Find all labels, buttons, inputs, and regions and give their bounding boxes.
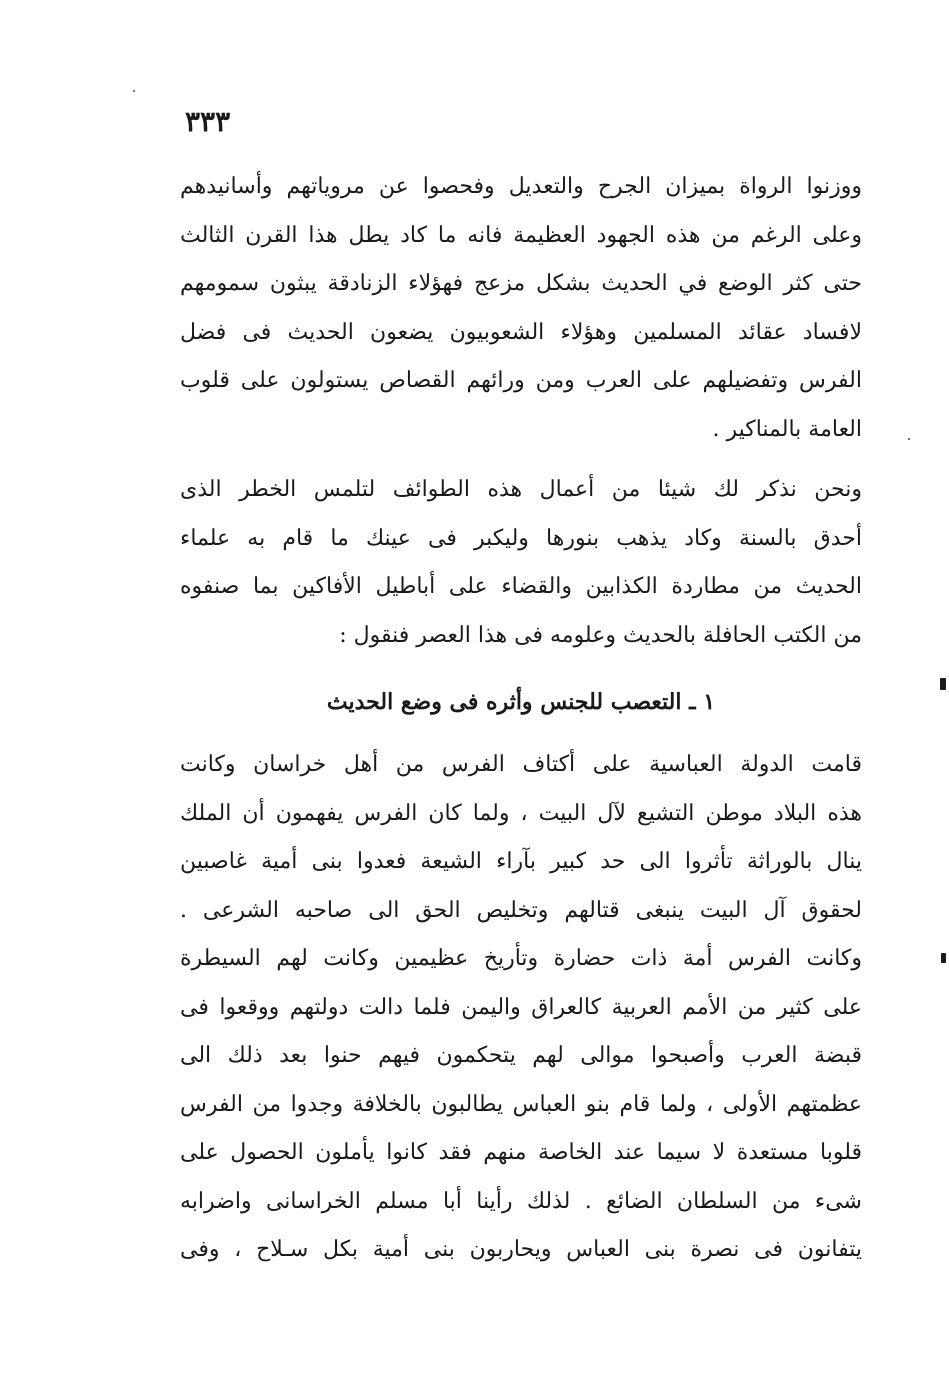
- text-line: قامت الدولة العباسية على أكتاف الفرس من أهل خراسان وكانت: [180, 752, 862, 777]
- text-line: شىء من السلطان الضائع . لذلك رأينا أبا مسلم الخراسانى واضرابه: [180, 1188, 862, 1214]
- paragraph-3: [180, 741, 862, 1275]
- text-line: العامة بالمناكير .: [712, 416, 862, 442]
- text-line: هذه البلاد موطن التشيع لآل البيت ، ولما كان الفرس يفهمون أن الملك: [180, 800, 862, 826]
- text-line: حتى كثر الوضع في الحديث بشكل مزعج فهؤلاء الزنادقة يبثون سمومهم: [180, 271, 862, 296]
- text-line: ونحن نذكر لك شيئا من أعمال هذه الطوائف لتلمس الخطر الذى: [180, 477, 862, 502]
- text-line: لافساد عقائد المسلمين وهؤلاء الشعوبيون يضعون الحديث فى فضل: [180, 319, 862, 345]
- text-line: عظمتهم الأولى ، ولما قام بنو العباس يطالبون بالخلافة وجدوا من الفرس: [180, 1091, 862, 1117]
- text-line: ينال بالوراثة تأثروا الى حد كبير بآراء الشيعة فعدوا بنى أمية غاصبين: [180, 849, 862, 874]
- margin-mark: [940, 678, 946, 690]
- text-line: قلوبا مستعدة لا سيما عند الخاصة منهم فقد كانوا يأملون الحصول على: [180, 1140, 862, 1165]
- scan-speck: [133, 90, 135, 92]
- text-line: لحقوق آل البيت ينبغى قتالهم وتخليص الحق الى صاحبه الشرعى .: [180, 897, 862, 923]
- text-line: ووزنوا الرواة بميزان الجرح والتعديل وفحصوا عن مروياتهم وأسانيدهم: [180, 174, 862, 199]
- text-line: الفرس وتفضيلهم على العرب ومن ورائهم القصاص يستولون على قلوب: [180, 368, 862, 393]
- paragraph-2: [180, 466, 862, 660]
- page-number: ٣٣٣: [185, 105, 231, 138]
- text-line: وكانت الفرس أمة ذات حضارة وتأريخ عظيمين وكانت لهم السيطرة: [180, 946, 862, 971]
- section-heading: ١ ـ التعصب للجنس وأثره فى وضع الحديث: [326, 689, 716, 715]
- text-line: على كثير من الأمم العربية كالعراق واليمن فلما دالت دولتهم ووقعوا فى: [180, 994, 862, 1020]
- paragraph-1: [180, 163, 862, 454]
- scan-speck: [908, 438, 910, 440]
- text-line: وعلى الرغم من هذه الجهود العظيمة فانه ما كاد يطل هذا القرن الثالث: [180, 222, 862, 248]
- text-line: يتفانون فى نصرة بنى العباس ويحاربون بنى أمية بكل سـلاح ، وفى: [180, 1237, 862, 1262]
- text-line: أحدق بالسنة وكاد يذهب بنورها وليكبر فى عينك ما قام به علماء: [180, 525, 862, 551]
- text-line: قبضة العرب وأصبحوا موالى لهم يتحكمون فيهم حنوا بعد ذلك الى: [180, 1043, 862, 1068]
- margin-mark: [941, 953, 946, 963]
- text-line: الحديث من مطاردة الكذابين والقضاء على أباطيل الأفاكين بما صنفوه: [180, 574, 862, 599]
- text-line: من الكتب الحافلة بالحديث وعلومه فى هذا العصر فنقول :: [339, 622, 862, 648]
